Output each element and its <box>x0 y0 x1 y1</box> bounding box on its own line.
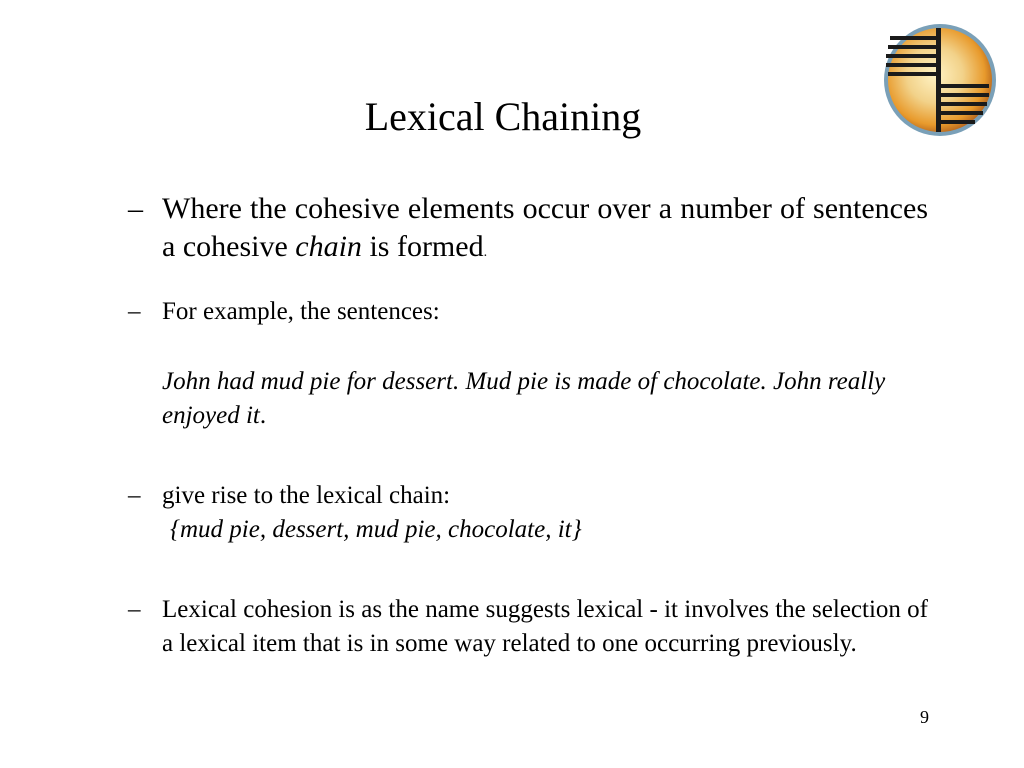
bullet-lexical-cohesion <box>128 593 928 661</box>
stacked-bars-logo-icon <box>880 20 1000 140</box>
chain-emphasis: chain <box>295 230 362 263</box>
bullet-dash: – <box>128 596 141 623</box>
bullet-text: give rise to the lexical chain: <box>162 482 451 509</box>
bullet-dash: – <box>128 192 143 225</box>
bullet-dash: – <box>128 482 141 509</box>
lexical-chain-set: {mud pie, dessert, mud pie, chocolate, it} <box>170 516 582 543</box>
bullet-for-example <box>128 295 928 329</box>
bullet-text: For example, the sentences: <box>162 298 440 325</box>
slide-title: Lexical Chaining <box>364 94 642 139</box>
bullet-text: Where the cohesive elements occur over a number of sentences a cohesive chain is formed. <box>162 192 928 263</box>
bullet-lexical-chain <box>128 479 928 547</box>
bullet-dash: – <box>128 298 141 325</box>
bullet-cohesive-chain <box>128 190 928 272</box>
example-sentences: John had mud pie for dessert. Mud pie is made of chocolate. John really enjoyed it. <box>162 368 886 429</box>
page-number: 9 <box>920 707 929 727</box>
bullet-text: Lexical cohesion is as the name suggests lexical - it involves the selection of a lexical item that is in some way related to one occurring previously. <box>162 596 928 657</box>
